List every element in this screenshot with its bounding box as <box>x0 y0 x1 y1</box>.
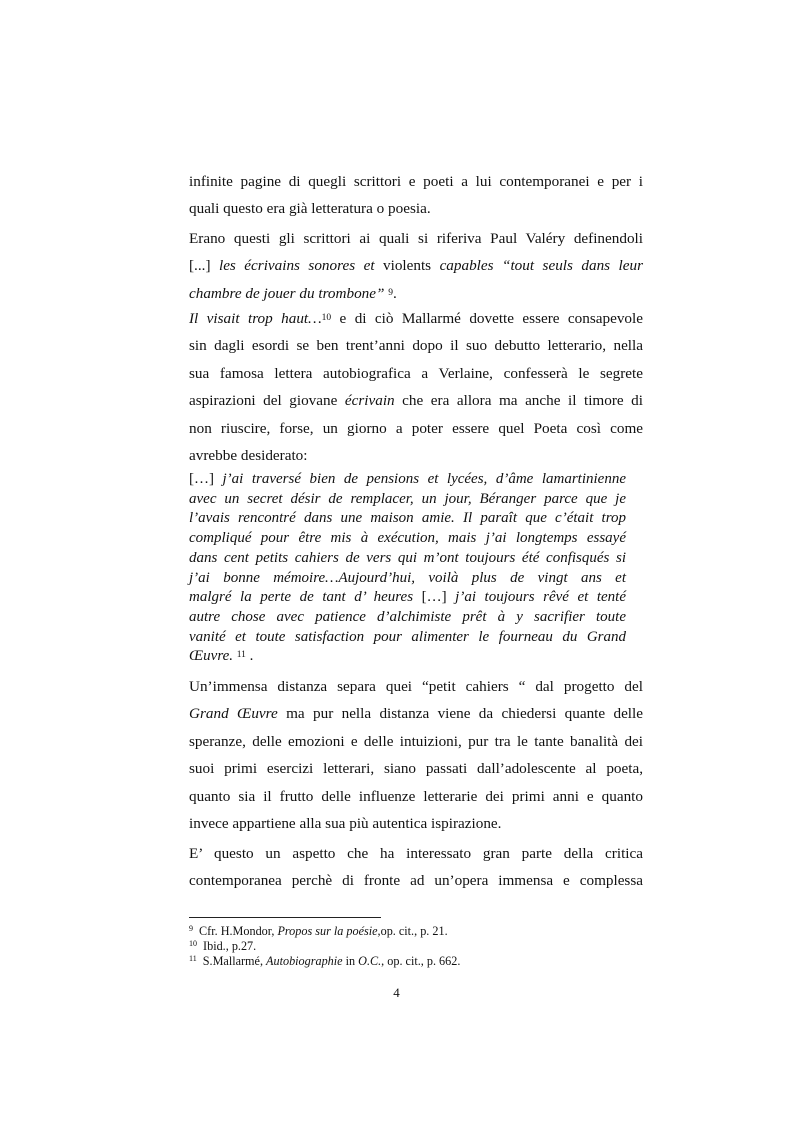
paragraph-1 <box>189 168 643 223</box>
quote-line: avec un secret désir de remplacer, un jour, Béranger parce que je <box>189 490 626 507</box>
text-line: sin dagli esordi se ben trent’anni dopo il suo debutto letterario, nella <box>189 337 643 355</box>
text-line: Un’immensa distanza separa quei “petit cahiers “ dal progetto del <box>189 678 643 695</box>
text-line: Grand Œuvre ma pur nella distanza viene da chiedersi quante delle <box>189 705 643 723</box>
text-line: non riuscire, forse, un giorno a poter essere quel Poeta così come <box>189 419 643 437</box>
quote-line: compliqué pour être mis à exécution, mais j’ai longtemps essayé <box>189 530 626 547</box>
text-line: invece appartiene alla sua più autentica ispirazione. <box>189 815 502 833</box>
text-line: E’ questo un aspetto che ha interessato gran parte della critica <box>189 845 643 862</box>
paragraph-4 <box>189 673 643 837</box>
text-line: Erano questi gli scrittori ai quali si riferiva Paul Valéry definendoli <box>189 230 643 247</box>
footnote-ref-10[interactable]: 10 <box>321 313 332 323</box>
quote-line: vanité et toute satisfaction pour alimenter le fourneau du Grand <box>189 628 626 645</box>
paragraph-5 <box>189 840 643 895</box>
text-line: [...] les écrivains sonores et violents capables “tout seuls dans leur <box>189 257 643 275</box>
quote-line: malgré la perte de tant d’ heures […] j’ai toujours rêvé et tenté <box>189 589 626 606</box>
block-quote <box>189 470 626 667</box>
footnote-10: $^{10}$ Ibid., p.27. <box>189 939 257 953</box>
text-line: speranze, delle emozioni e delle intuizioni, pur tra le tante banalità dei <box>189 732 643 750</box>
quote-line: autre chose avec patience d’alchimiste prêt à y sacrifier toute <box>189 608 626 625</box>
text-line: sua famosa lettera autobiografica a Verlaine, confesserà le segrete <box>189 364 643 382</box>
quote-line: l’avais rencontré dans une maison amie. Il paraît que c’était trop <box>189 510 626 527</box>
quote-line: j’ai bonne mémoire…Aujourd’hui, voilà plus de vingt ans et <box>189 569 626 586</box>
text-line: suoi primi esercizi letterari, siano passati dall’adolescente al poeta, <box>189 760 643 778</box>
text-line: quanto sia il frutto delle influenze letterarie dei primi anni e quanto <box>189 787 643 805</box>
footnote-ref-9[interactable]: 9 <box>388 287 393 298</box>
footnote-11: $^{11}$ S.Mallarmé, Autobiographie in O.C., op. cit., p. 662. <box>189 954 461 968</box>
quote-line: […] j’ai traversé bien de pensions et lycées, d’âme lamartinienne <box>189 471 626 487</box>
paragraph-2 <box>189 225 643 307</box>
page-number: 4 <box>393 985 400 1000</box>
text-line: Il visait trop haut…$^{10}$ e di ciò Mallarmé dovette essere consapevole <box>189 310 643 327</box>
text-line: avrebbe desiderato: <box>189 447 308 465</box>
paragraph-3 <box>189 305 643 469</box>
footnote-ref-11[interactable]: 11 <box>236 650 246 661</box>
text-line: quali questo era già letteratura o poesia. <box>189 200 431 218</box>
text-line: aspirazioni del giovane écrivain che era allora ma anche il timore di <box>189 392 643 410</box>
text-line: chambre de jouer du trombone” $^9$. <box>189 284 397 302</box>
quote-line: dans cent petits cahiers de vers qui m’ont toujours été confisqués si <box>189 549 626 566</box>
footnotes <box>189 924 649 969</box>
footnote-9: $^9$ Cfr. H.Mondor, Propos sur la poésie,op. cit., p. 21. <box>189 924 448 938</box>
quote-line: Œuvre. $^{11}$ . <box>189 648 254 665</box>
footnote-separator <box>189 917 381 918</box>
text-line: contemporanea perchè di fronte ad un’opera immensa e complessa <box>189 872 643 890</box>
text-line: infinite pagine di quegli scrittori e poeti a lui contemporanei e per i <box>189 173 643 190</box>
